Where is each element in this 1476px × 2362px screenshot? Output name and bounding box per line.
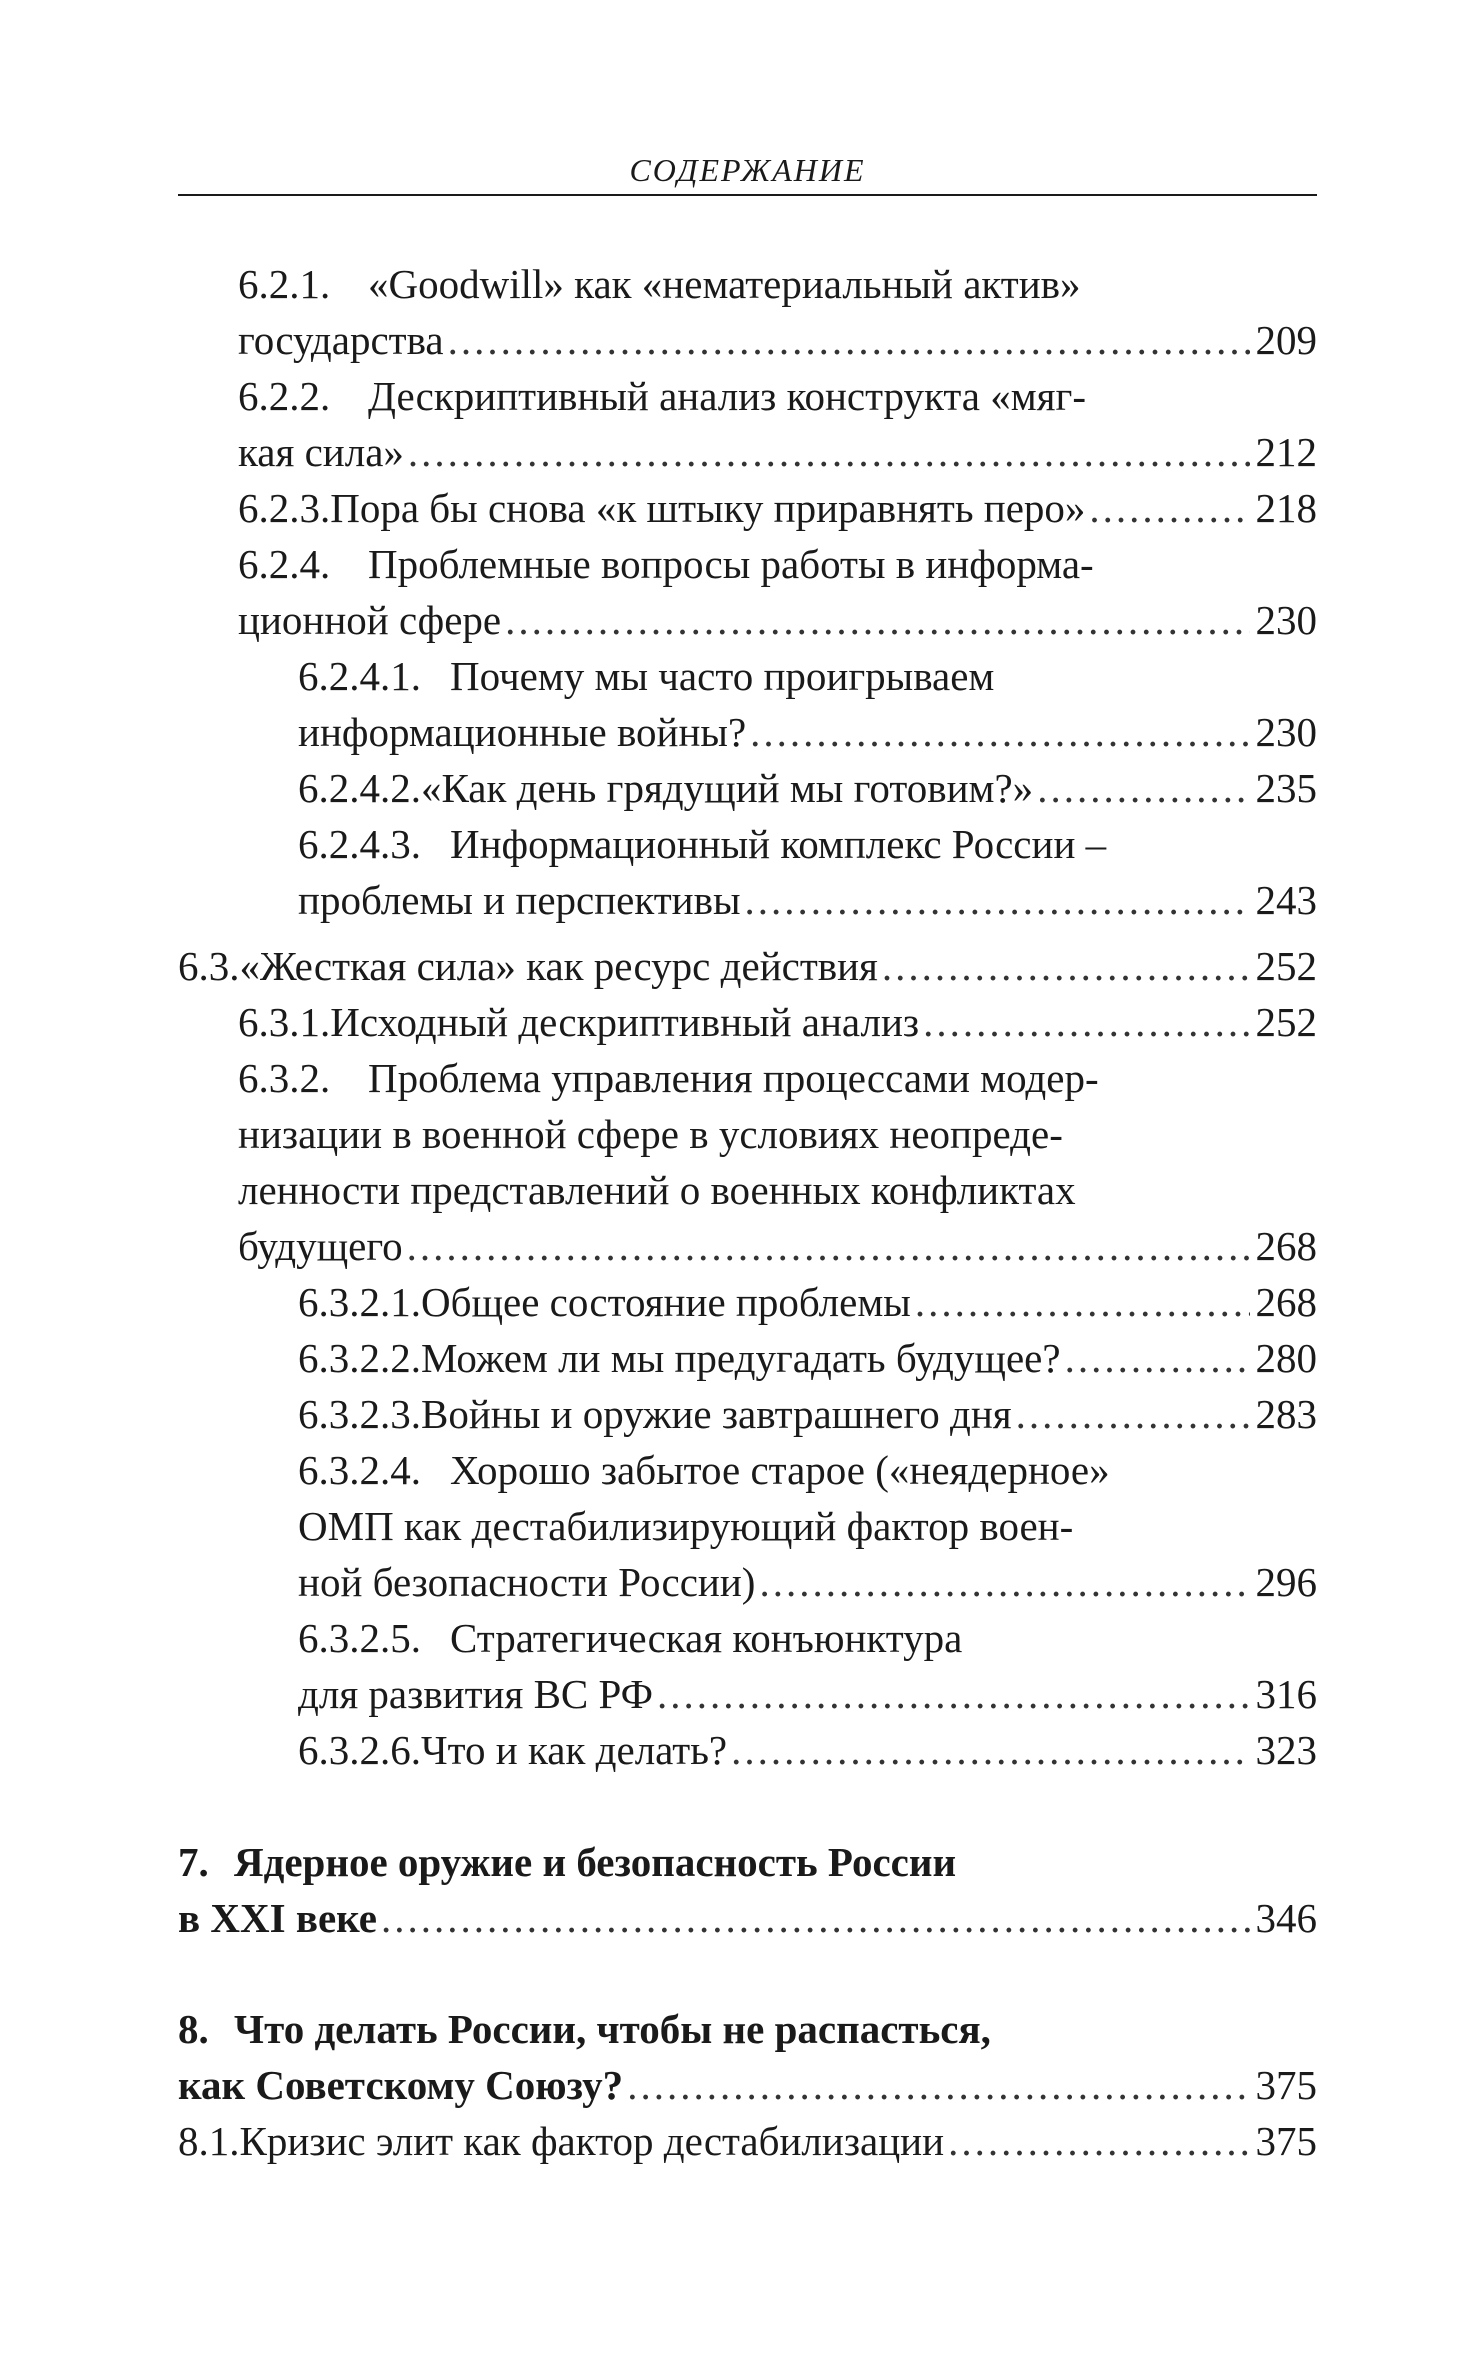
toc-chapter-7-cont[interactable] <box>0 1890 1317 1946</box>
page-number: 268 <box>1255 1279 1317 1325</box>
entry-number: 8.1. <box>178 2118 240 2164</box>
toc-entry-8-1[interactable] <box>0 2113 1317 2169</box>
dot-leader <box>1037 760 1249 816</box>
page-number: 375 <box>1255 2062 1317 2108</box>
dot-leader <box>627 2057 1249 2113</box>
toc-chapter-8[interactable] <box>0 2001 1317 2057</box>
entry-title: Проблемные вопросы работы в информа- <box>368 541 1094 587</box>
entry-number: 8. <box>178 2006 209 2052</box>
page-number: 280 <box>1255 1335 1317 1381</box>
entry-number: 6.3. <box>178 943 240 989</box>
entry-title: Что делать России, чтобы не распасться, <box>234 2006 991 2052</box>
toc-entry-6-3-2-5[interactable] <box>0 1610 1317 1666</box>
entry-title: Почему мы часто проигрываем <box>450 653 995 699</box>
entry-title: Войны и оружие завтрашнего дня <box>421 1391 1012 1437</box>
entry-title: ционной сфере <box>238 597 502 643</box>
entry-title: как Советскому Союзу? <box>178 2062 624 2108</box>
entry-number: 6.3.2.3. <box>298 1391 421 1437</box>
entry-title: Исходный дескриптивный анализ <box>330 999 920 1045</box>
dot-leader <box>948 2113 1249 2169</box>
page-number: 346 <box>1255 1895 1317 1941</box>
entry-title: «Как день грядущий мы готовим?» <box>421 765 1034 811</box>
entry-title: ОМП как дестабилизирующий фактор воен- <box>298 1503 1074 1549</box>
entry-title: в XXI веке <box>178 1895 377 1941</box>
page-number: 230 <box>1255 709 1317 755</box>
toc-entry-6-3-2-2[interactable] <box>0 1330 1317 1386</box>
page-number: 316 <box>1255 1671 1317 1717</box>
dot-leader <box>731 1722 1249 1778</box>
entry-title: Общее состояние проблемы <box>421 1279 911 1325</box>
entry-title: Дескриптивный анализ конструкта «мяг- <box>368 373 1087 419</box>
toc-entry-6-2-4-3[interactable] <box>0 816 1317 872</box>
toc-entry-6-2-4-cont[interactable] <box>0 592 1317 648</box>
entry-title: Ядерное оружие и безопасность России <box>234 1839 957 1885</box>
dot-leader <box>505 592 1249 648</box>
dot-leader <box>759 1554 1249 1610</box>
entry-title: «Goodwill» как «нематериальный актив» <box>368 261 1081 307</box>
toc-chapter-8-cont[interactable] <box>0 2057 1317 2113</box>
page-number: 235 <box>1255 765 1317 811</box>
entry-number: 6.3.2.1. <box>298 1279 421 1325</box>
entry-title: проблемы и перспективы <box>298 877 741 923</box>
entry-title: Хорошо забытое старое («неядерное» <box>450 1447 1110 1493</box>
toc-entry-6-3-2-cont[interactable] <box>0 1162 1317 1218</box>
entry-number: 6.2.4.3. <box>298 821 421 867</box>
dot-leader <box>657 1666 1249 1722</box>
toc-entry-6-2-2[interactable] <box>0 368 1317 424</box>
entry-number: 6.3.2.5. <box>298 1615 421 1661</box>
entry-number: 7. <box>178 1839 209 1885</box>
toc-entry-6-2-4-2[interactable] <box>0 760 1317 816</box>
toc-entry-6-2-1[interactable] <box>0 256 1317 312</box>
entry-number: 6.2.4. <box>238 541 331 587</box>
entry-title: государства <box>238 317 444 363</box>
entry-number: 6.2.3. <box>238 485 331 531</box>
entry-title: ной безопасности России) <box>298 1559 756 1605</box>
dot-leader <box>745 872 1250 928</box>
entry-number: 6.3.2.2. <box>298 1335 421 1381</box>
toc-entry-6-2-4-1-cont[interactable] <box>0 704 1317 760</box>
entry-number: 6.2.1. <box>238 261 331 307</box>
toc-entry-6-2-4-3-cont[interactable] <box>0 872 1317 928</box>
toc-entry-6-2-4[interactable] <box>0 536 1317 592</box>
entry-number: 6.3.2.4. <box>298 1447 421 1493</box>
toc-entry-6-3-2-4-cont[interactable] <box>0 1554 1317 1610</box>
toc-entry-6-3-2-cont[interactable] <box>0 1106 1317 1162</box>
dot-leader <box>1089 480 1249 536</box>
dot-leader <box>448 312 1250 368</box>
entry-number: 6.3.2. <box>238 1055 331 1101</box>
dot-leader <box>882 938 1250 994</box>
page-number: 243 <box>1255 877 1317 923</box>
page-number: 230 <box>1255 597 1317 643</box>
page-number: 252 <box>1255 999 1317 1045</box>
toc-entry-6-2-2-cont[interactable] <box>0 424 1317 480</box>
page-number: 375 <box>1255 2118 1317 2164</box>
toc-entry-6-2-3[interactable] <box>0 480 1317 536</box>
dot-leader <box>915 1274 1250 1330</box>
entry-title: Кризис элит как фактор дестабилизации <box>239 2118 945 2164</box>
entry-title: Что и как делать? <box>421 1727 728 1773</box>
entry-title: низации в военной сфере в условиях неопреде- <box>238 1111 1063 1157</box>
dot-leader <box>1016 1386 1250 1442</box>
dot-leader <box>1065 1330 1250 1386</box>
dot-leader <box>750 704 1249 760</box>
dot-leader <box>408 424 1250 480</box>
dot-leader <box>923 994 1249 1050</box>
entry-number: 6.2.4.2. <box>298 765 421 811</box>
page-number: 218 <box>1255 485 1317 531</box>
toc-entry-6-3[interactable] <box>0 938 1317 994</box>
page-number: 209 <box>1255 317 1317 363</box>
toc-entry-6-3-1[interactable] <box>0 994 1317 1050</box>
toc-entry-6-3-2-6[interactable] <box>0 1722 1317 1778</box>
dot-leader <box>407 1218 1250 1274</box>
entry-title: ленности представлений о военных конфликтах <box>238 1167 1076 1213</box>
header-rule <box>178 194 1317 196</box>
entry-title: Стратегическая конъюнктура <box>450 1615 963 1661</box>
toc-entry-6-3-2-5-cont[interactable] <box>0 1666 1317 1722</box>
page-number: 323 <box>1255 1727 1317 1773</box>
entry-number: 6.3.1. <box>238 999 331 1045</box>
toc-entry-6-3-2-3[interactable] <box>0 1386 1317 1442</box>
toc-entry-6-3-2-1[interactable] <box>0 1274 1317 1330</box>
page-number: 252 <box>1255 943 1317 989</box>
entry-number: 6.3.2.6. <box>298 1727 421 1773</box>
dot-leader <box>381 1890 1250 1946</box>
entry-title: информационные войны? <box>298 709 747 755</box>
running-head: СОДЕРЖАНИЕ <box>629 152 866 188</box>
toc-entry-6-2-4-1[interactable] <box>0 648 1317 704</box>
page-number: 296 <box>1255 1559 1317 1605</box>
entry-title: будущего <box>238 1223 403 1269</box>
toc-entry-6-3-2-4-cont[interactable] <box>0 1498 1317 1554</box>
entry-title: Пора бы снова «к штыку приравнять перо» <box>330 485 1086 531</box>
entry-title: для развития ВС РФ <box>298 1671 654 1717</box>
page-number: 212 <box>1255 429 1317 475</box>
page-number: 268 <box>1255 1223 1317 1269</box>
toc-entry-6-3-2-cont[interactable] <box>0 1218 1317 1274</box>
entry-title: кая сила» <box>238 429 404 475</box>
entry-title: Проблема управления процессами модер- <box>368 1055 1099 1101</box>
toc-entry-6-3-2[interactable] <box>0 1050 1317 1106</box>
entry-title: Информационный комплекс России – <box>450 821 1107 867</box>
toc-entry-6-3-2-4[interactable] <box>0 1442 1317 1498</box>
toc-entry-6-2-1-cont[interactable] <box>0 312 1317 368</box>
entry-title: Можем ли мы предугадать будущее? <box>421 1335 1061 1381</box>
toc-chapter-7[interactable] <box>0 1834 1317 1890</box>
page-number: 283 <box>1255 1391 1317 1437</box>
entry-title: «Жесткая сила» как ресурс действия <box>239 943 878 989</box>
entry-number: 6.2.4.1. <box>298 653 421 699</box>
entry-number: 6.2.2. <box>238 373 331 419</box>
